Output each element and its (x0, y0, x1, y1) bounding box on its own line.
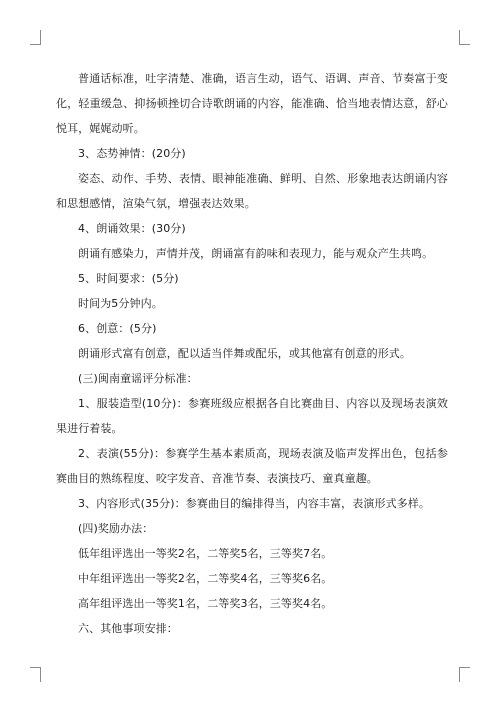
section-heading: 5、时间要求：(5分) (78, 272, 179, 285)
crop-mark-top-left (30, 30, 41, 45)
paragraph: 时间为5分钟内。 (78, 297, 163, 310)
paragraph: 中年组评选出一等奖2名，二等奖4名，三等奖6名。 (78, 572, 333, 585)
paragraph: 1、服装造型(10分)：参赛班级应根据各自比赛曲目、内容以及现场表演效果进行着装。 (56, 397, 448, 435)
crop-mark-bottom-left (30, 667, 41, 682)
section-heading: 4、朗诵效果：(30分) (78, 222, 186, 235)
crop-mark-bottom-right (459, 667, 470, 682)
section-heading: (四)奖励办法： (78, 522, 154, 535)
section-heading: (三)闽南童谣评分标准： (78, 372, 198, 385)
section-heading: 3、态势神情：(20分) (78, 147, 186, 160)
document-body (56, 66, 448, 641)
paragraph: 低年组评选出一等奖2名，二等奖5名，三等奖7名。 (78, 547, 333, 560)
crop-mark-top-right (459, 30, 470, 45)
paragraph: 朗诵有感染力，声情并茂，朗诵富有韵味和表现力，能与观众产生共鸣。 (78, 247, 434, 260)
section-heading: 6、创意：(5分) (78, 322, 157, 335)
paragraph: 2、表演(55分)：参赛学生基本素质高，现场表演及临声发挥出色，包括参赛曲目的熟练程度、咬字发音、音准节奏、表演技巧、童真童趣。 (56, 447, 448, 485)
paragraph: 高年组评选出一等奖1名，二等奖3名，三等奖4名。 (78, 597, 333, 610)
paragraph: 朗诵形式富有创意，配以适当伴舞或配乐，或其他富有创意的形式。 (78, 347, 411, 360)
section-heading: 六、其他事项安排： (78, 622, 178, 635)
paragraph: 3、内容形式(35分)：参赛曲目的编排得当，内容丰富，表演形式多样。 (78, 497, 430, 510)
paragraph: 姿态、动作、手势、表情、眼神能准确、鲜明、自然、形象地表达朗诵内容和思想感情，渲染气氛，增强表达效果。 (56, 172, 448, 210)
paragraph: 普通话标准，吐字清楚、准确，语言生动，语气、语调、声音、节奏富于变化，轻重缓急、抑扬顿挫切合诗歌朗诵的内容，能准确、恰当地表情达意，舒心悦耳，娓娓动听。 (56, 72, 448, 135)
